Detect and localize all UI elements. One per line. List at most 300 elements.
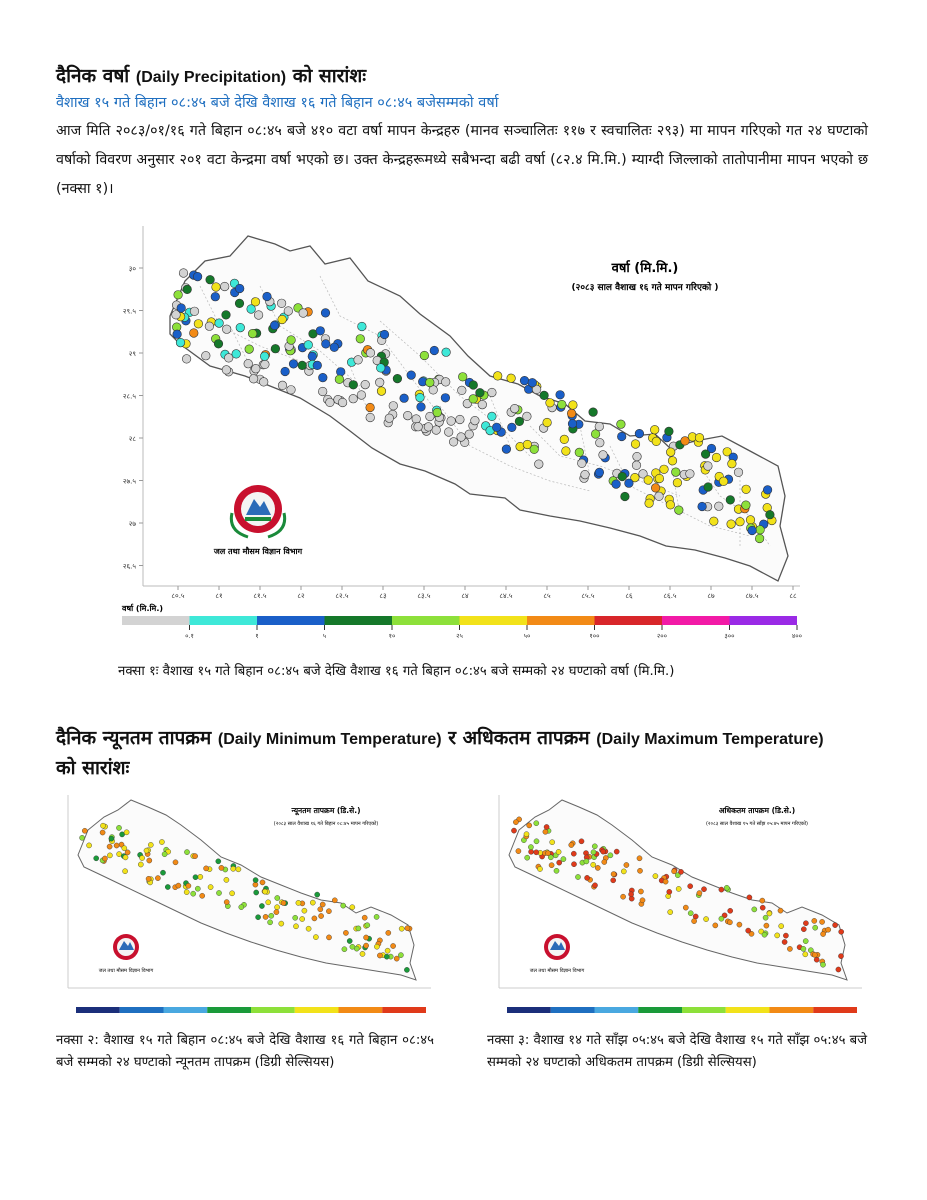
rain-station [633, 452, 642, 461]
rain-station [177, 304, 186, 313]
temp-station [122, 846, 127, 851]
temp-station [146, 876, 151, 881]
temp-heading [56, 724, 868, 783]
precip-legend [122, 616, 802, 640]
max-temp-map [487, 795, 867, 1020]
map-y-tick-label: २९ [128, 350, 136, 358]
temp-station [391, 943, 396, 948]
rain-station [655, 492, 664, 501]
rain-station [263, 292, 272, 301]
rain-station [261, 360, 270, 369]
map-x-tick-label: ८४.५ [499, 592, 513, 600]
rain-station [488, 388, 497, 397]
temp-station [254, 890, 259, 895]
rain-station [179, 269, 188, 278]
rain-station [766, 510, 775, 519]
rain-station [660, 465, 669, 474]
rain-station [278, 381, 287, 390]
temp-station [100, 823, 105, 828]
map-y-tick-label: २८.५ [122, 392, 136, 401]
rain-station [695, 433, 704, 442]
temp-station [803, 921, 808, 926]
rain-station [612, 480, 621, 489]
rain-station [631, 440, 640, 449]
temp-station [315, 892, 320, 897]
precip-heading-suffix: को सारांशः [292, 65, 367, 87]
rain-station [441, 394, 450, 403]
temp-station [364, 935, 369, 940]
rain-station [523, 412, 532, 421]
rain-station [236, 323, 245, 332]
rain-station [575, 448, 584, 457]
temp-station [534, 850, 539, 855]
rain-station [666, 501, 675, 510]
temp-station [173, 860, 178, 865]
temp-station [676, 886, 681, 891]
temp-station [787, 946, 792, 951]
rain-station [375, 378, 384, 387]
legend-swatch [730, 616, 798, 625]
rain-station [492, 423, 501, 432]
temp-station [747, 895, 752, 900]
temp-station [537, 866, 542, 871]
temp-station [253, 878, 258, 883]
temp-station [814, 957, 819, 962]
legend-swatch [325, 616, 393, 625]
rain-station [540, 391, 549, 400]
min-map-subtitle: (२०८३ साल वैशाख १६ गते बिहान ०८:४५ मापन गरिएको) [273, 821, 379, 827]
max-map-subtitle: (२०८३ साल वैशाख १५ गते साँझ ०५:४५ मापन गरिएको) [705, 821, 809, 827]
rain-station [746, 516, 755, 525]
temp-station [296, 900, 301, 905]
temp-station [160, 870, 165, 875]
temp-station [326, 909, 331, 914]
rain-station [742, 501, 751, 510]
temp-station [374, 914, 379, 919]
map-x-tick-label: ८७.५ [745, 592, 759, 600]
rain-station [742, 485, 751, 494]
rain-station [412, 415, 421, 424]
rain-station [249, 375, 258, 384]
temp-station [193, 854, 198, 859]
rain-station [403, 411, 412, 420]
temp-station [579, 839, 584, 844]
precip-logo-text: जल तथा मौसम विज्ञान विभाग [213, 547, 303, 556]
max-temp-caption: नक्सा ३: वैशाख १४ गते साँझ ०५:४५ बजे देखि वैशाख १५ गते साँझ ०५:४५ बजे सम्मको २४ घण्टाको अधिकतम तापक्रम (डिग्री सेल्सियस) [487, 1033, 867, 1070]
rain-station [205, 322, 214, 331]
rain-station [194, 320, 203, 329]
temp-station [513, 820, 518, 825]
temp-station [821, 931, 826, 936]
temp-station [399, 926, 404, 931]
rain-station [212, 283, 221, 292]
rain-station [349, 394, 358, 403]
rain-station [595, 468, 604, 477]
rain-station [248, 329, 257, 338]
rain-station [319, 373, 328, 382]
rain-station [277, 299, 286, 308]
rain-station [366, 413, 375, 422]
map-y-tick-label: ३० [128, 265, 136, 273]
rain-station [193, 272, 202, 281]
map-x-tick-label: ८२.५ [335, 592, 349, 600]
temp-station [737, 922, 742, 927]
temp-station [350, 944, 355, 949]
temp-station [266, 900, 271, 905]
rain-station [366, 349, 375, 358]
temp-station [782, 939, 787, 944]
legend-swatch [527, 616, 595, 625]
rain-station [562, 447, 571, 456]
rain-station [632, 461, 641, 470]
map-x-tick-label: ८०.५ [171, 592, 185, 600]
map-x-tick-label: ८८ [789, 592, 797, 600]
legend-label: २५ [456, 632, 463, 640]
rain-station [376, 364, 385, 373]
temp-station [704, 917, 709, 922]
temp-station [193, 875, 198, 880]
rain-station [444, 428, 453, 437]
rain-station [556, 391, 565, 400]
map-y-tick-label: २८ [128, 435, 136, 443]
map-x-tick-label: ८१.५ [253, 592, 267, 600]
temp-station [534, 821, 539, 826]
max-emblem-icon [544, 934, 570, 960]
temp-station [820, 962, 825, 967]
dhm-emblem-icon [231, 485, 284, 537]
rain-station [471, 416, 480, 425]
temp-station [162, 852, 167, 857]
precip-heading-np: दैनिक वर्षा [56, 65, 130, 87]
min-logo-text: जल तथा मौसम विज्ञान विभाग [98, 968, 154, 974]
temp-legend-swatch [251, 1007, 295, 1013]
rain-station [244, 359, 253, 368]
map-x-tick-label: ८३.५ [417, 592, 431, 600]
temp-station [208, 885, 213, 890]
rain-station [281, 367, 290, 376]
temp-station [394, 956, 399, 961]
temp-station [114, 843, 119, 848]
temp-station [80, 835, 85, 840]
rain-station [599, 451, 608, 460]
temp-station [236, 867, 241, 872]
temp-station [543, 829, 548, 834]
rain-station [502, 445, 511, 454]
rain-station [698, 502, 707, 511]
temp-station [350, 905, 355, 910]
temp-station [621, 894, 626, 899]
map-x-tick-label: ८५.५ [581, 592, 595, 600]
rain-station [260, 352, 269, 361]
legend-label: ५ [322, 632, 327, 640]
rain-station [289, 360, 298, 369]
temp-station [293, 924, 298, 929]
temp-legend-swatch [382, 1007, 426, 1013]
rain-station [259, 378, 268, 387]
temp-station [259, 903, 264, 908]
temp-station [571, 862, 576, 867]
temp-station [608, 853, 613, 858]
temp-station [109, 836, 114, 841]
temp-legend-swatch [595, 1007, 639, 1013]
temp-station [186, 883, 191, 888]
temp-station [592, 883, 597, 888]
rain-station [673, 478, 682, 487]
temp-station [365, 923, 370, 928]
map-x-tick-label: ८५ [543, 592, 551, 600]
rain-station [385, 414, 394, 423]
legend-label: २०० [656, 632, 668, 640]
rain-station [202, 351, 211, 360]
temp-station [195, 886, 200, 891]
temp-station [343, 930, 348, 935]
rain-station [596, 438, 605, 447]
map-x-tick-label: ८२ [297, 592, 305, 600]
map-x-tick-label: ८६ [625, 592, 633, 600]
temp-station [219, 865, 224, 870]
temp-station [667, 889, 672, 894]
temp-station [767, 911, 772, 916]
temp-station [697, 891, 702, 896]
rain-station [675, 506, 684, 515]
temp-station [719, 887, 724, 892]
rain-station [252, 364, 261, 373]
temp-heading-en1: (Daily Minimum Temperature) [217, 731, 442, 748]
rain-station [326, 398, 335, 407]
rain-station [235, 284, 244, 293]
temp-legend-swatch [295, 1007, 339, 1013]
legend-swatch [190, 616, 258, 625]
temp-station [140, 855, 145, 860]
rain-station [719, 477, 728, 486]
rain-station [666, 448, 675, 457]
rain-station [520, 376, 529, 385]
temp-station [601, 849, 606, 854]
temp-station [231, 866, 236, 871]
rain-station [476, 388, 485, 397]
rain-station [380, 330, 389, 339]
temp-legend-swatch [120, 1007, 164, 1013]
temp-station [204, 866, 209, 871]
temp-station [125, 850, 130, 855]
temp-station [385, 948, 390, 953]
precip-subheading: वैशाख १५ गते बिहान ०८:४५ बजे देखि वैशाख १६ गते बिहान ०८:४५ बजेसम्मको वर्षा [56, 95, 499, 111]
temp-legend-swatch [726, 1007, 770, 1013]
rain-station [617, 420, 626, 429]
rain-station [338, 398, 347, 407]
rain-station [668, 457, 677, 466]
temp-station [198, 874, 203, 879]
temp-legend-swatch [682, 1007, 726, 1013]
rain-station [652, 437, 661, 446]
temp-station [672, 869, 677, 874]
rain-station [206, 275, 215, 284]
rain-station [190, 329, 199, 338]
rain-station [447, 417, 456, 426]
temp-station [762, 932, 767, 937]
temp-legend-swatch [551, 1007, 595, 1013]
rain-station [270, 321, 279, 330]
temp-station [147, 858, 152, 863]
temp-station [341, 903, 346, 908]
rain-station [469, 395, 478, 404]
temp-station [216, 890, 221, 895]
rain-station [215, 319, 224, 328]
rain-station [567, 409, 576, 418]
legend-swatch [460, 616, 528, 625]
temp-station [727, 920, 732, 925]
temp-station [256, 915, 261, 920]
rain-station [686, 470, 695, 479]
rain-station [190, 307, 199, 316]
rain-station [469, 381, 478, 390]
temp-station [760, 898, 765, 903]
legend-label: १० [388, 632, 396, 640]
rain-station [478, 400, 487, 409]
temp-station [653, 874, 658, 879]
rain-station [508, 423, 517, 432]
rain-station [748, 526, 757, 535]
rain-station [416, 393, 425, 402]
rain-station [546, 399, 555, 408]
rain-station [356, 335, 365, 344]
rain-station [595, 422, 604, 431]
temp-heading-suffix: को सारांशः [56, 757, 130, 779]
temp-station [544, 824, 549, 829]
temp-station [527, 823, 532, 828]
rain-station [617, 432, 626, 441]
temp-station [801, 946, 806, 951]
rain-station [701, 450, 710, 459]
rain-station [581, 470, 590, 479]
temp-station [511, 828, 516, 833]
temp-station [839, 929, 844, 934]
rain-station [313, 361, 322, 370]
max-temp-legend [507, 1007, 857, 1013]
legend-swatch [662, 616, 730, 625]
max-logo-text: जल तथा मौसम विज्ञान विभाग [529, 968, 585, 974]
temp-station [812, 952, 817, 957]
rain-station [755, 534, 764, 543]
rain-station [465, 430, 474, 439]
temp-station [176, 883, 181, 888]
temp-station [404, 967, 409, 972]
rain-station [377, 387, 386, 396]
legend-swatch [122, 616, 190, 625]
rain-station [366, 403, 375, 412]
temp-station [591, 850, 596, 855]
rain-station [335, 375, 344, 384]
temp-station [123, 855, 128, 860]
temp-station [94, 856, 99, 861]
temp-station [184, 850, 189, 855]
temp-station [107, 844, 112, 849]
temp-station [398, 953, 403, 958]
rain-station [176, 338, 185, 347]
temp-station [224, 877, 229, 882]
temp-station [836, 967, 841, 972]
temp-station [591, 862, 596, 867]
temp-station [779, 924, 784, 929]
rain-station [715, 502, 724, 511]
rain-station [488, 412, 497, 421]
temp-station [614, 849, 619, 854]
temp-station [326, 935, 331, 940]
legend-label: ३०० [724, 632, 735, 640]
precip-map [110, 226, 825, 676]
temp-station [688, 911, 693, 916]
rain-station [515, 417, 524, 426]
temp-station [275, 895, 280, 900]
rain-station [220, 282, 229, 291]
rain-station [728, 459, 737, 468]
rain-station [449, 438, 458, 447]
rain-station [625, 479, 634, 488]
temp-station [230, 891, 235, 896]
rain-station [635, 429, 644, 438]
temp-station [668, 910, 673, 915]
temp-station [724, 885, 729, 890]
temp-station [833, 923, 838, 928]
rain-station [254, 311, 263, 320]
temp-station [293, 915, 298, 920]
temp-station [300, 916, 305, 921]
temp-station [534, 839, 539, 844]
temp-station [826, 927, 831, 932]
rain-station [182, 355, 191, 364]
temp-station [313, 935, 318, 940]
map-y-tick-label: २७.५ [122, 477, 136, 486]
temp-station [124, 830, 129, 835]
temp-station [312, 916, 317, 921]
precip-legend-title: वर्षा (मि.मि.) [122, 604, 164, 613]
temp-heading-en2: (Daily Maximum Temperature) [596, 731, 824, 748]
temp-station [713, 923, 718, 928]
rain-station [424, 423, 433, 432]
temp-station [803, 939, 808, 944]
temp-station [585, 875, 590, 880]
temp-legend-swatch [507, 1007, 551, 1013]
map-y-tick-label: २७ [128, 520, 136, 528]
temp-station [364, 943, 369, 948]
rain-station [456, 415, 465, 424]
temp-station [342, 947, 347, 952]
rain-station [763, 486, 772, 495]
temp-station [638, 889, 643, 894]
temp-station [637, 856, 642, 861]
rain-station [330, 343, 339, 352]
temp-station [275, 905, 280, 910]
temp-station [801, 927, 806, 932]
legend-swatch [392, 616, 460, 625]
temp-station [116, 825, 121, 830]
rain-station [458, 373, 467, 382]
temp-station [637, 868, 642, 873]
rain-station [458, 386, 467, 395]
temp-station [611, 878, 616, 883]
rain-station [336, 368, 345, 377]
temp-station [374, 944, 379, 949]
temp-station [268, 920, 273, 925]
rain-station [245, 345, 254, 354]
temp-station [663, 879, 668, 884]
legend-label: ४०० [791, 632, 803, 640]
temp-station [524, 832, 529, 837]
temp-station [595, 865, 600, 870]
temp-station [549, 863, 554, 868]
temp-station [107, 853, 112, 858]
rain-station [432, 426, 441, 435]
